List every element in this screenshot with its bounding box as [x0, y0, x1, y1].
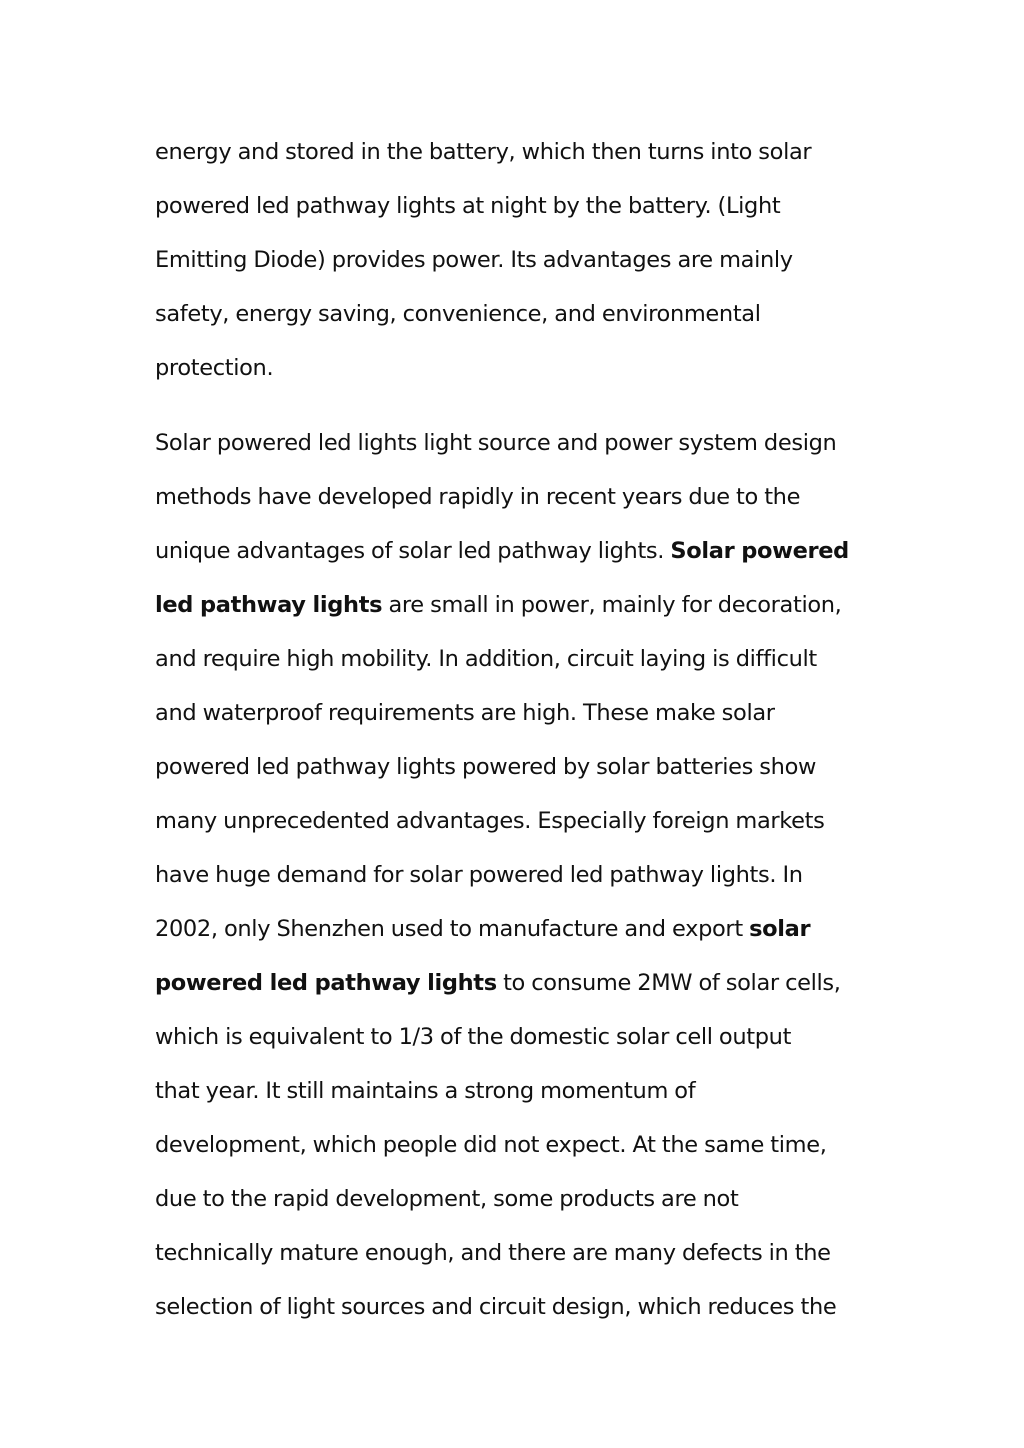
text-line: [155, 956, 895, 1010]
text-line: [155, 125, 895, 179]
text-line: [155, 902, 895, 956]
text-line: [155, 287, 895, 341]
bold-text: solar: [749, 916, 811, 942]
text-line: [155, 740, 895, 794]
text-line: [155, 578, 895, 632]
text-line: [155, 416, 895, 470]
paragraph-1: [155, 125, 895, 395]
text-run: are small in power, mainly for decoration,: [382, 592, 842, 618]
text-run: safety, energy saving, convenience, and environmental: [155, 301, 761, 327]
text-line: [155, 1172, 895, 1226]
text-run: protection.: [155, 355, 274, 381]
text-run: to consume 2MW of solar cells,: [496, 970, 841, 996]
text-line: [155, 794, 895, 848]
text-run: unique advantages of solar led pathway lights.: [155, 538, 671, 564]
text-run: due to the rapid development, some products are not: [155, 1186, 739, 1212]
text-line: [155, 1010, 895, 1064]
text-line: [155, 470, 895, 524]
text-run: technically mature enough, and there are many defects in the: [155, 1240, 831, 1266]
text-run: have huge demand for solar powered led pathway lights. In: [155, 862, 803, 888]
text-run: which is equivalent to 1/3 of the domestic solar cell output: [155, 1024, 792, 1050]
text-line: [155, 1280, 895, 1334]
text-run: methods have developed rapidly in recent years due to the: [155, 484, 801, 510]
bold-text: Solar powered: [670, 538, 849, 564]
text-run: and waterproof requirements are high. These make solar: [155, 700, 775, 726]
text-run: and require high mobility. In addition, circuit laying is difficult: [155, 646, 817, 672]
text-line: [155, 233, 895, 287]
text-run: powered led pathway lights powered by solar batteries show: [155, 754, 817, 780]
text-line: [155, 1064, 895, 1118]
text-run: development, which people did not expect. At the same time,: [155, 1132, 827, 1158]
text-run: Solar powered led lights light source and power system design: [155, 430, 837, 456]
bold-text: led pathway lights: [155, 592, 383, 618]
text-run: Emitting Diode) provides power. Its advantages are mainly: [155, 247, 793, 273]
text-line: [155, 848, 895, 902]
text-line: [155, 632, 895, 686]
text-line: [155, 686, 895, 740]
bold-text: powered led pathway lights: [155, 970, 497, 996]
text-run: 2002, only Shenzhen used to manufacture and export: [155, 916, 750, 942]
text-line: [155, 179, 895, 233]
text-line: [155, 1226, 895, 1280]
text-line: [155, 341, 895, 395]
text-run: energy and stored in the battery, which then turns into solar: [155, 139, 812, 165]
text-run: powered led pathway lights at night by the battery. (Light: [155, 193, 781, 219]
paragraph-2: [155, 416, 895, 1334]
text-line: [155, 524, 895, 578]
text-run: selection of light sources and circuit design, which reduces the: [155, 1294, 837, 1320]
text-line: [155, 1118, 895, 1172]
text-run: many unprecedented advantages. Especially foreign markets: [155, 808, 825, 834]
text-run: that year. It still maintains a strong momentum of: [155, 1078, 696, 1104]
